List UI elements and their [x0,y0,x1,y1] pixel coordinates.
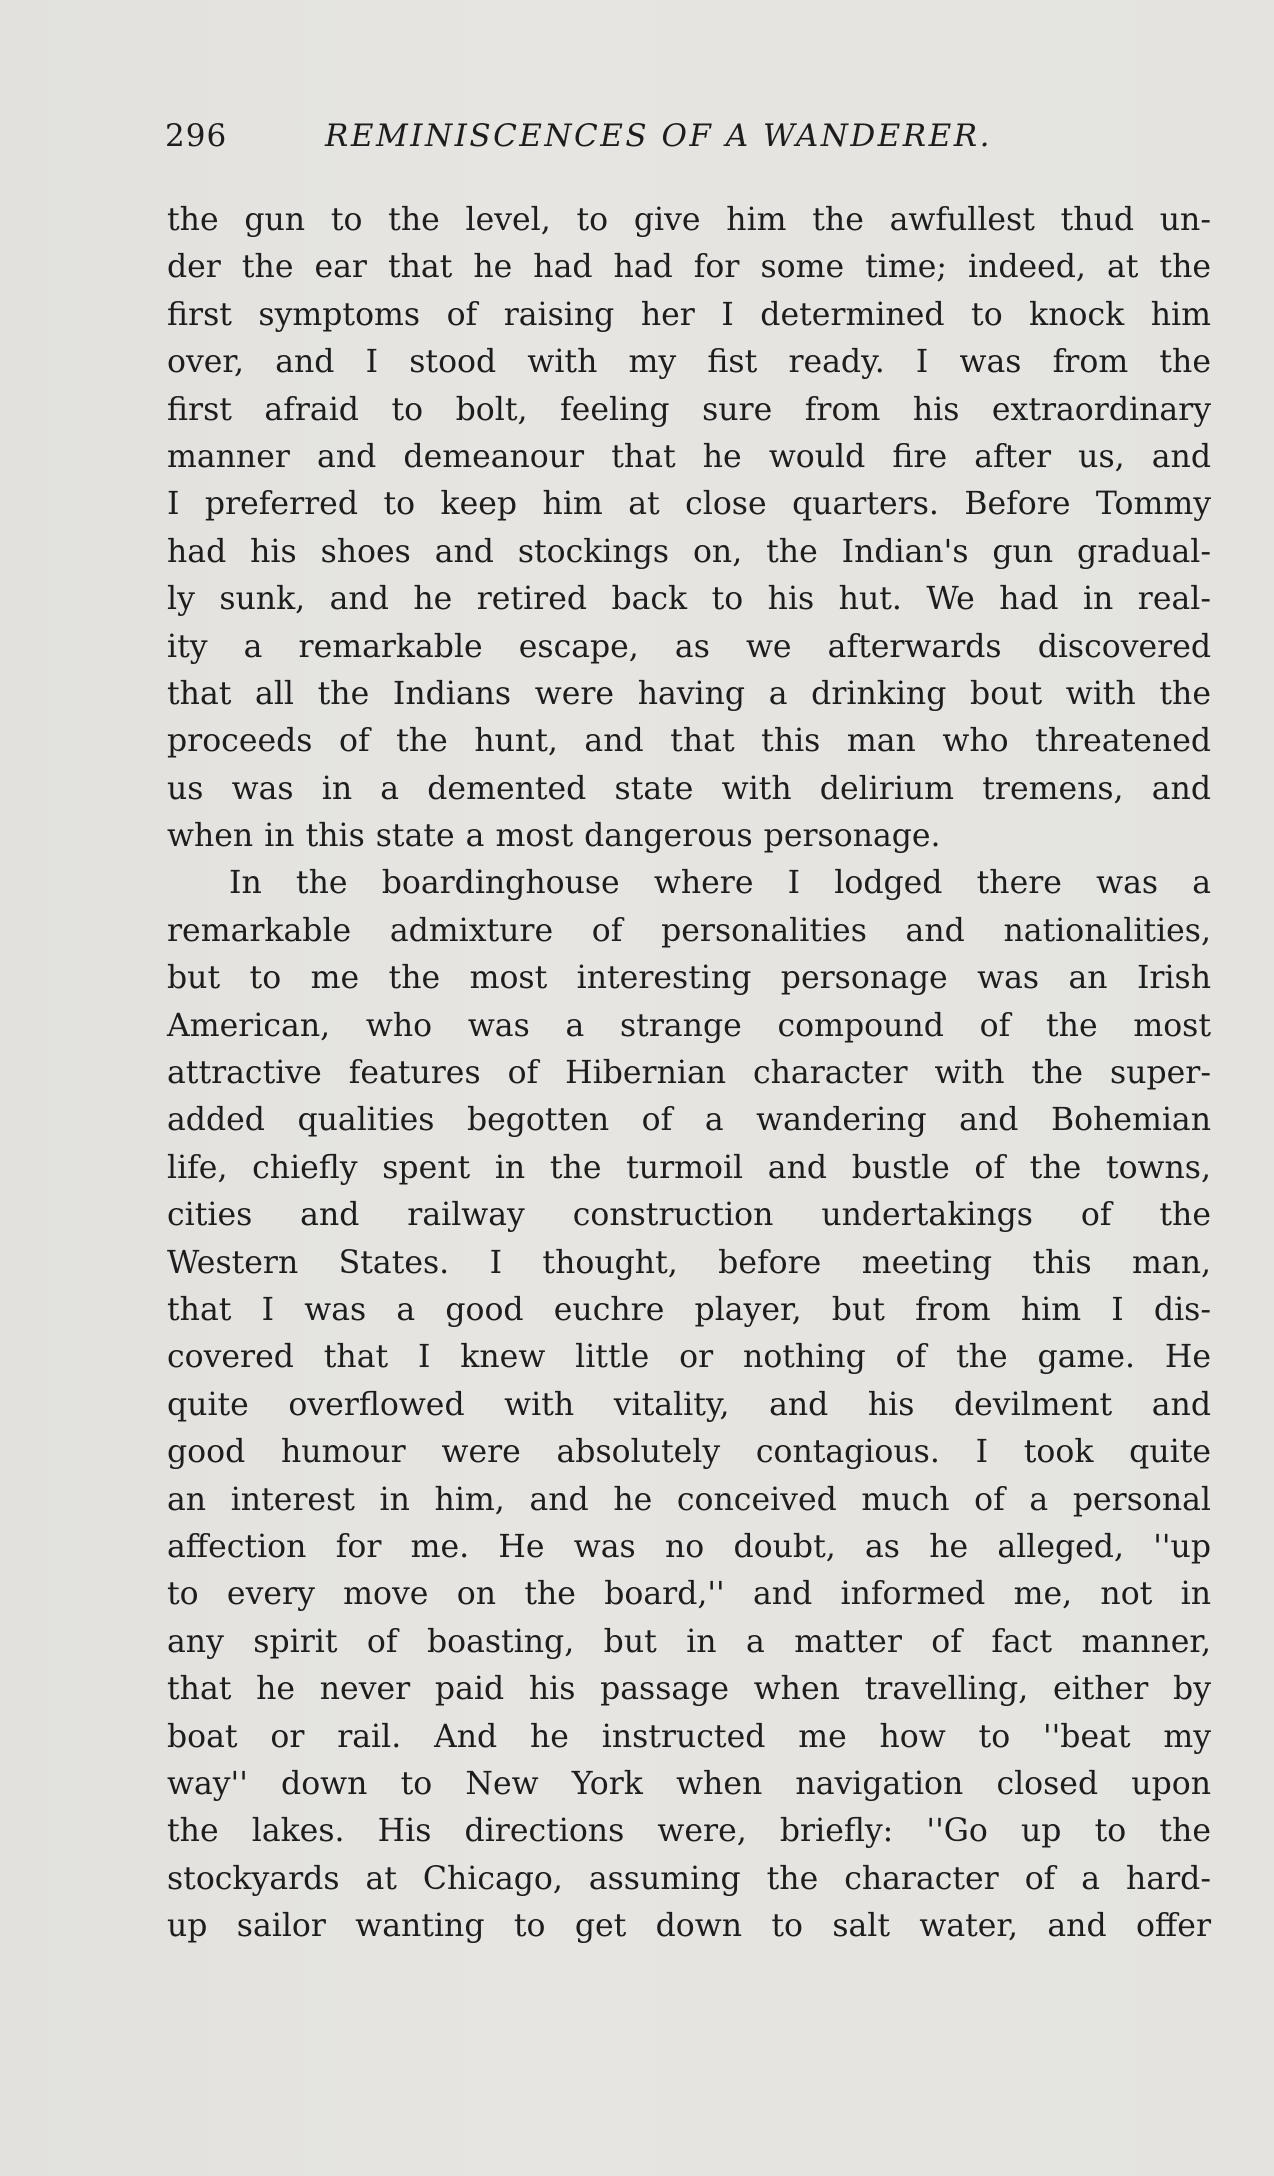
text-line: that I was a good euchre player, but from him I dis- [167,1291,1211,1328]
text-line: an interest in him, and he conceived much of a personal [167,1481,1211,1518]
text-line: that all the Indians were having a drinking bout with the [167,675,1211,712]
text-line: first afraid to bolt, feeling sure from his extraordinary [167,391,1211,428]
text-line: affection for me. He was no doubt, as he alleged, ''up [167,1528,1211,1565]
text-line: American, who was a strange compound of the most [167,1007,1211,1044]
text-line: cities and railway construction undertakings of the [167,1197,1211,1234]
running-head [165,118,1085,168]
text-line: us was in a demented state with delirium tremens, and [167,770,1211,807]
text-line: added qualities begotten of a wandering and Bohemian [167,1102,1211,1139]
text-line: way'' down to New York when navigation closed upon [167,1765,1211,1802]
text-line: the gun to the level, to give him the awfullest thud un- [167,202,1211,238]
text-line: quite overflowed with vitality, and his devilment and [167,1386,1211,1423]
text-line: boat or rail. And he instructed me how to ''beat my [167,1718,1211,1755]
text-line: good humour were absolutely contagious. I took quite [167,1434,1211,1471]
text-line: up sailor wanting to get down to salt water, and offer [167,1908,1211,1945]
text-line: ly sunk, and he retired back to his hut. We had in real- [167,581,1211,618]
text-line: attractive features of Hibernian character with the super- [167,1055,1211,1092]
body-text [167,197,1211,1950]
paragraph [167,860,1211,1950]
text-line: remarkable admixture of personalities and nationalities, [167,912,1211,949]
text-line: the lakes. His directions were, briefly: ''Go up to the [167,1813,1211,1850]
text-line: der the ear that he had had for some time; indeed, at the [167,249,1211,286]
paragraph [167,197,1211,860]
text-line: covered that I knew little or nothing of the game. He [167,1339,1211,1376]
text-line: life, chiefly spent in the turmoil and bustle of the towns, [167,1149,1211,1186]
running-title: REMINISCENCES OF A WANDERER. [325,118,992,154]
text-line: proceeds of the hunt, and that this man who threatened [167,723,1211,760]
text-line: but to me the most interesting personage was an Irish [167,960,1211,997]
text-line: ity a remarkable escape, as we afterwards discovered [167,628,1211,665]
text-line: had his shoes and stockings on, the Indian's gun gradual- [167,533,1211,570]
text-line: to every move on the board,'' and informed me, not in [167,1576,1211,1613]
text-line: over, and I stood with my fist ready. I was from the [167,344,1211,381]
text-line: I preferred to keep him at close quarters. Before Tommy [167,486,1211,523]
text-line: Western States. I thought, before meeting this man, [167,1244,1211,1281]
text-line: first symptoms of raising her I determined to knock him [167,296,1211,333]
text-line: when in this state a most dangerous personage. [167,818,941,855]
text-line: In the boardinghouse where I lodged there was a [229,865,1211,902]
page-number: 296 [165,118,228,154]
text-line: any spirit of boasting, but in a matter of fact manner, [167,1623,1211,1660]
text-line: stockyards at Chicago, assuming the character of a hard- [167,1860,1211,1897]
text-line: that he never paid his passage when travelling, either by [167,1671,1211,1708]
text-line: manner and demeanour that he would fire after us, and [167,438,1211,475]
